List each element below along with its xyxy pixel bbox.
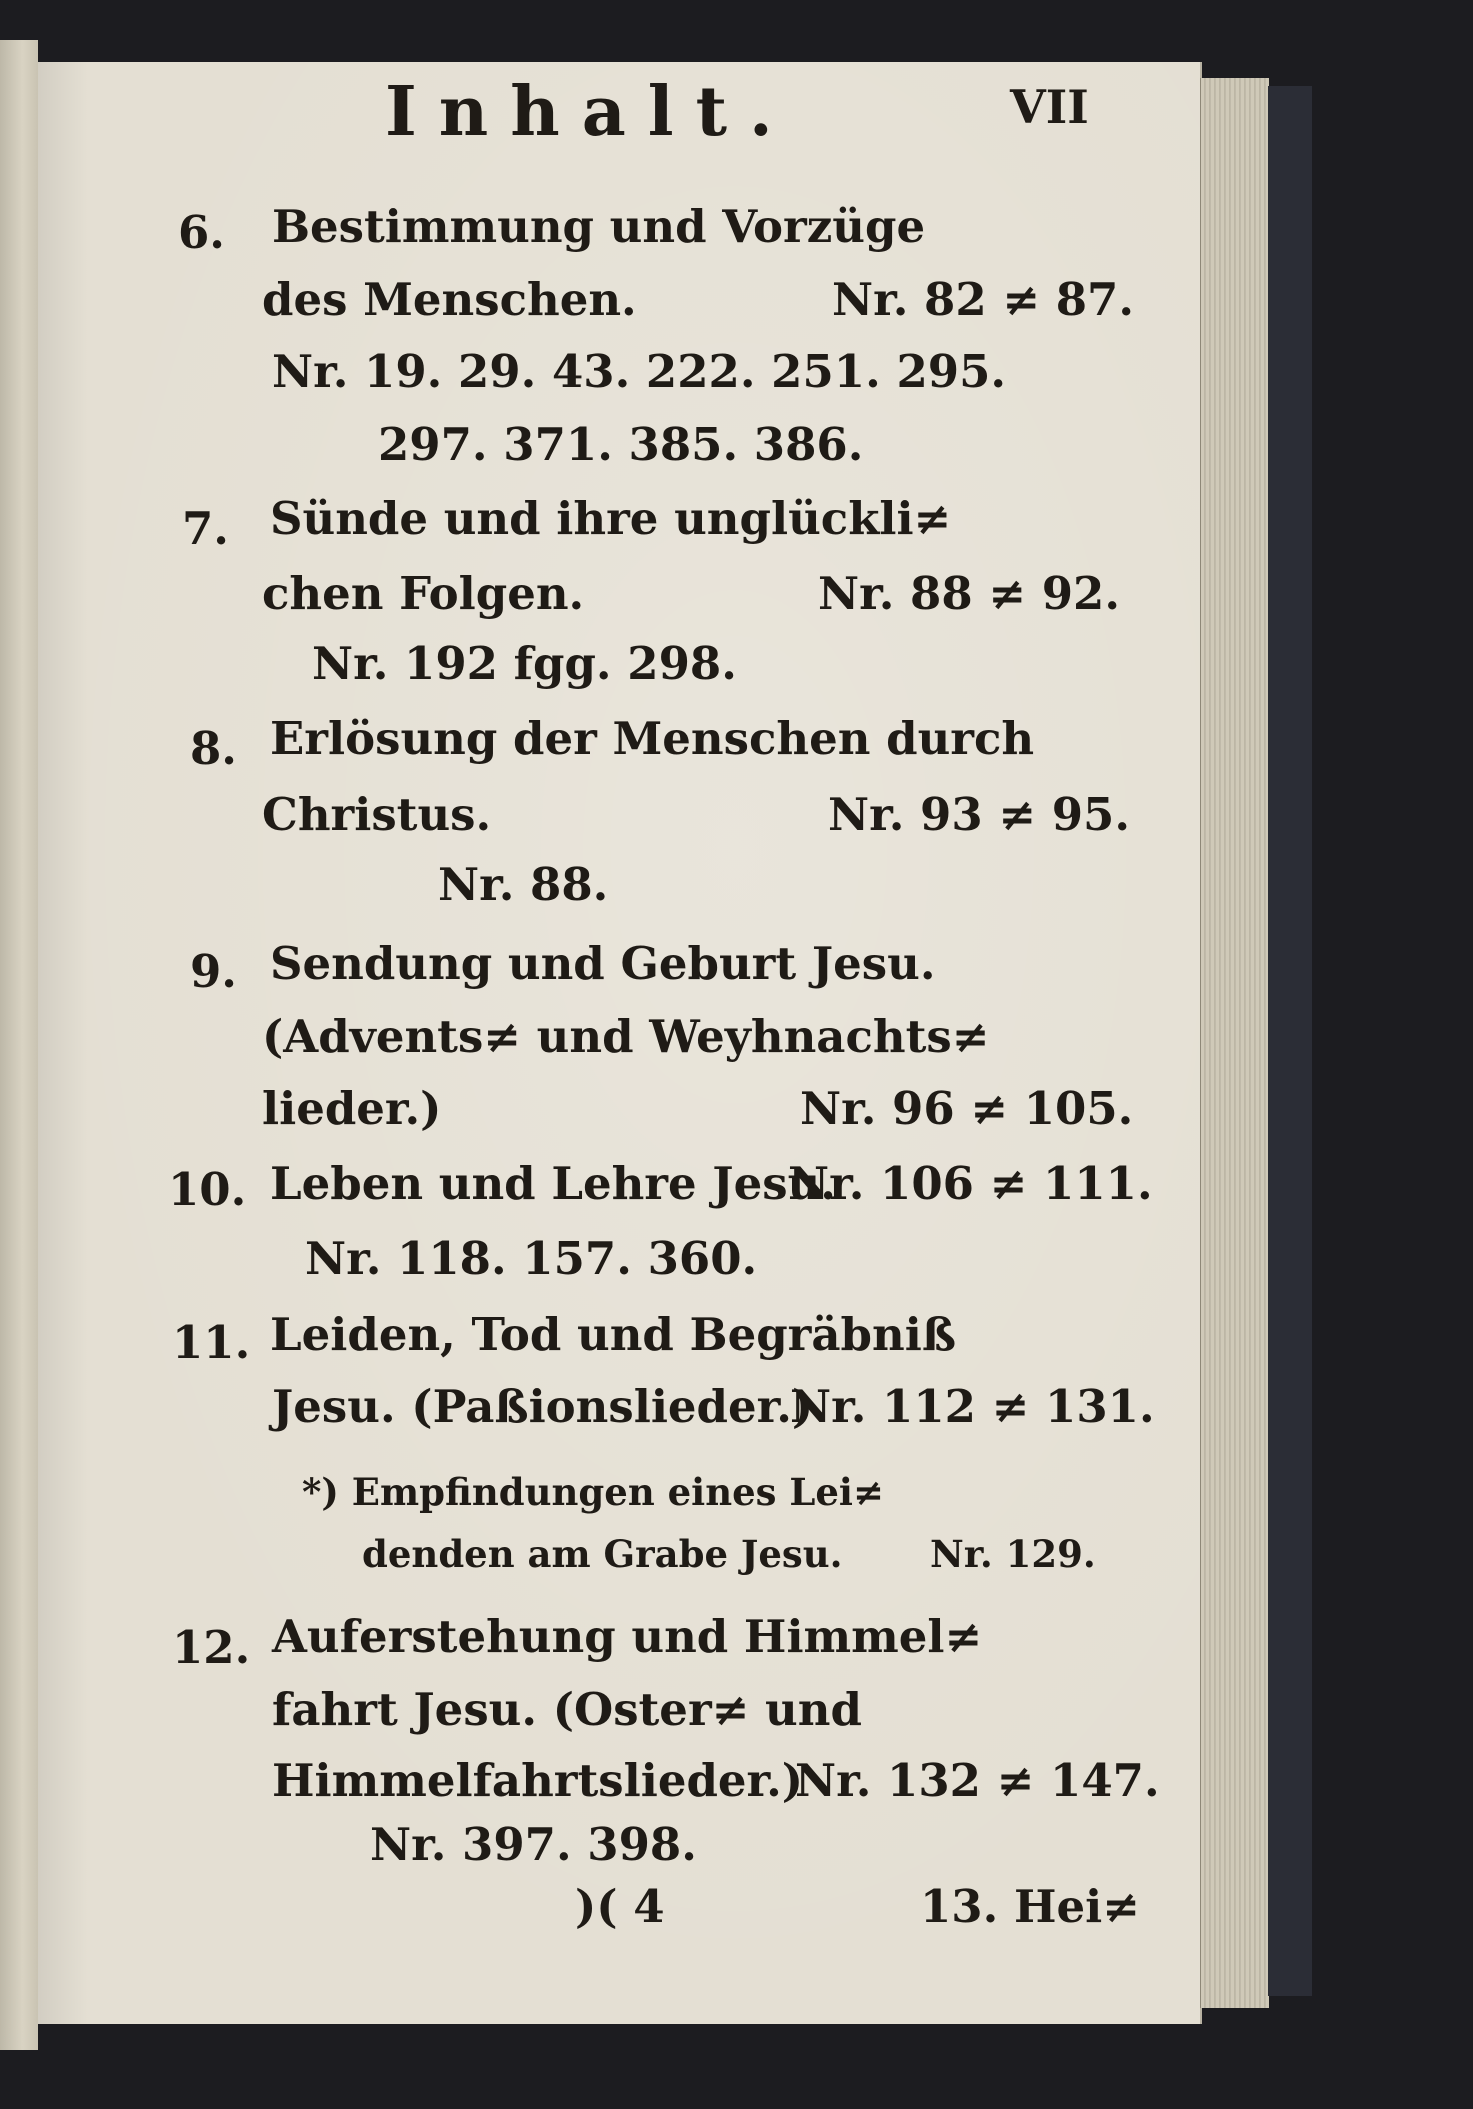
entry-subreference: Nr. 397. 398.	[370, 1818, 697, 1871]
entry-line: (Advents≠ und Weyhnachts≠	[262, 1010, 990, 1063]
entry-reference: Nr. 93 ≠ 95.	[828, 788, 1130, 841]
page-number: VII	[1010, 80, 1089, 134]
entry-number: 7.	[182, 502, 229, 555]
page-stack-edge	[1200, 78, 1269, 2008]
catchword: 13. Hei≠	[920, 1880, 1140, 1933]
entry-line: Bestimmung und Vorzüge	[272, 200, 926, 253]
entry-number: 9.	[190, 945, 237, 998]
entry-line: Sendung und Geburt Jesu.	[270, 937, 936, 990]
entry-number: 12.	[172, 1621, 251, 1674]
book-cover-edge	[1268, 86, 1312, 1996]
entry-line: Leben und Lehre Jesu.	[270, 1157, 836, 1210]
entry-reference: Nr. 82 ≠ 87.	[832, 273, 1134, 326]
footnote-reference: Nr. 129.	[930, 1532, 1096, 1576]
entry-subreference: 297. 371. 385. 386.	[378, 418, 864, 471]
entry-line: chen Folgen.	[262, 567, 585, 620]
entry-line: des Menschen.	[262, 273, 637, 326]
entry-line: Christus.	[262, 788, 492, 841]
footnote-line: *) Empfindungen eines Lei≠	[302, 1470, 884, 1514]
entry-reference: Nr. 96 ≠ 105.	[800, 1082, 1134, 1135]
entry-subreference: Nr. 88.	[438, 858, 609, 911]
entry-line: Auferstehung und Himmel≠	[272, 1610, 983, 1663]
entry-reference: Nr. 132 ≠ 147.	[795, 1754, 1160, 1807]
entry-line: fahrt Jesu. (Oster≠ und	[272, 1683, 862, 1736]
entry-reference: Nr. 112 ≠ 131.	[790, 1380, 1155, 1433]
footnote-line: denden am Grabe Jesu.	[362, 1532, 843, 1576]
entry-number: 8.	[190, 722, 237, 775]
entry-reference: Nr. 106 ≠ 111.	[788, 1157, 1153, 1210]
entry-line: Jesu. (Paßionslieder.)	[272, 1380, 814, 1433]
entry-subreference: Nr. 19. 29. 43. 222. 251. 295.	[272, 345, 1007, 398]
signature-mark: )( 4	[575, 1880, 665, 1933]
entry-subreference: Nr. 192 fgg. 298.	[312, 637, 737, 690]
page-title: Inhalt.	[385, 72, 795, 152]
entry-number: 11.	[172, 1316, 251, 1369]
entry-line: Himmelfahrtslieder.)	[272, 1754, 804, 1807]
entry-subreference: Nr. 118. 157. 360.	[305, 1232, 758, 1285]
entry-line: Sünde und ihre unglückli≠	[270, 492, 952, 545]
entry-number: 6.	[178, 206, 225, 259]
entry-line: Leiden, Tod und Begräbniß	[270, 1308, 957, 1361]
entry-line: lieder.)	[262, 1082, 442, 1135]
entry-reference: Nr. 88 ≠ 92.	[818, 567, 1120, 620]
left-page-edge	[0, 40, 38, 2050]
entry-number: 10.	[168, 1163, 247, 1216]
entry-line: Erlösung der Menschen durch	[270, 712, 1035, 765]
